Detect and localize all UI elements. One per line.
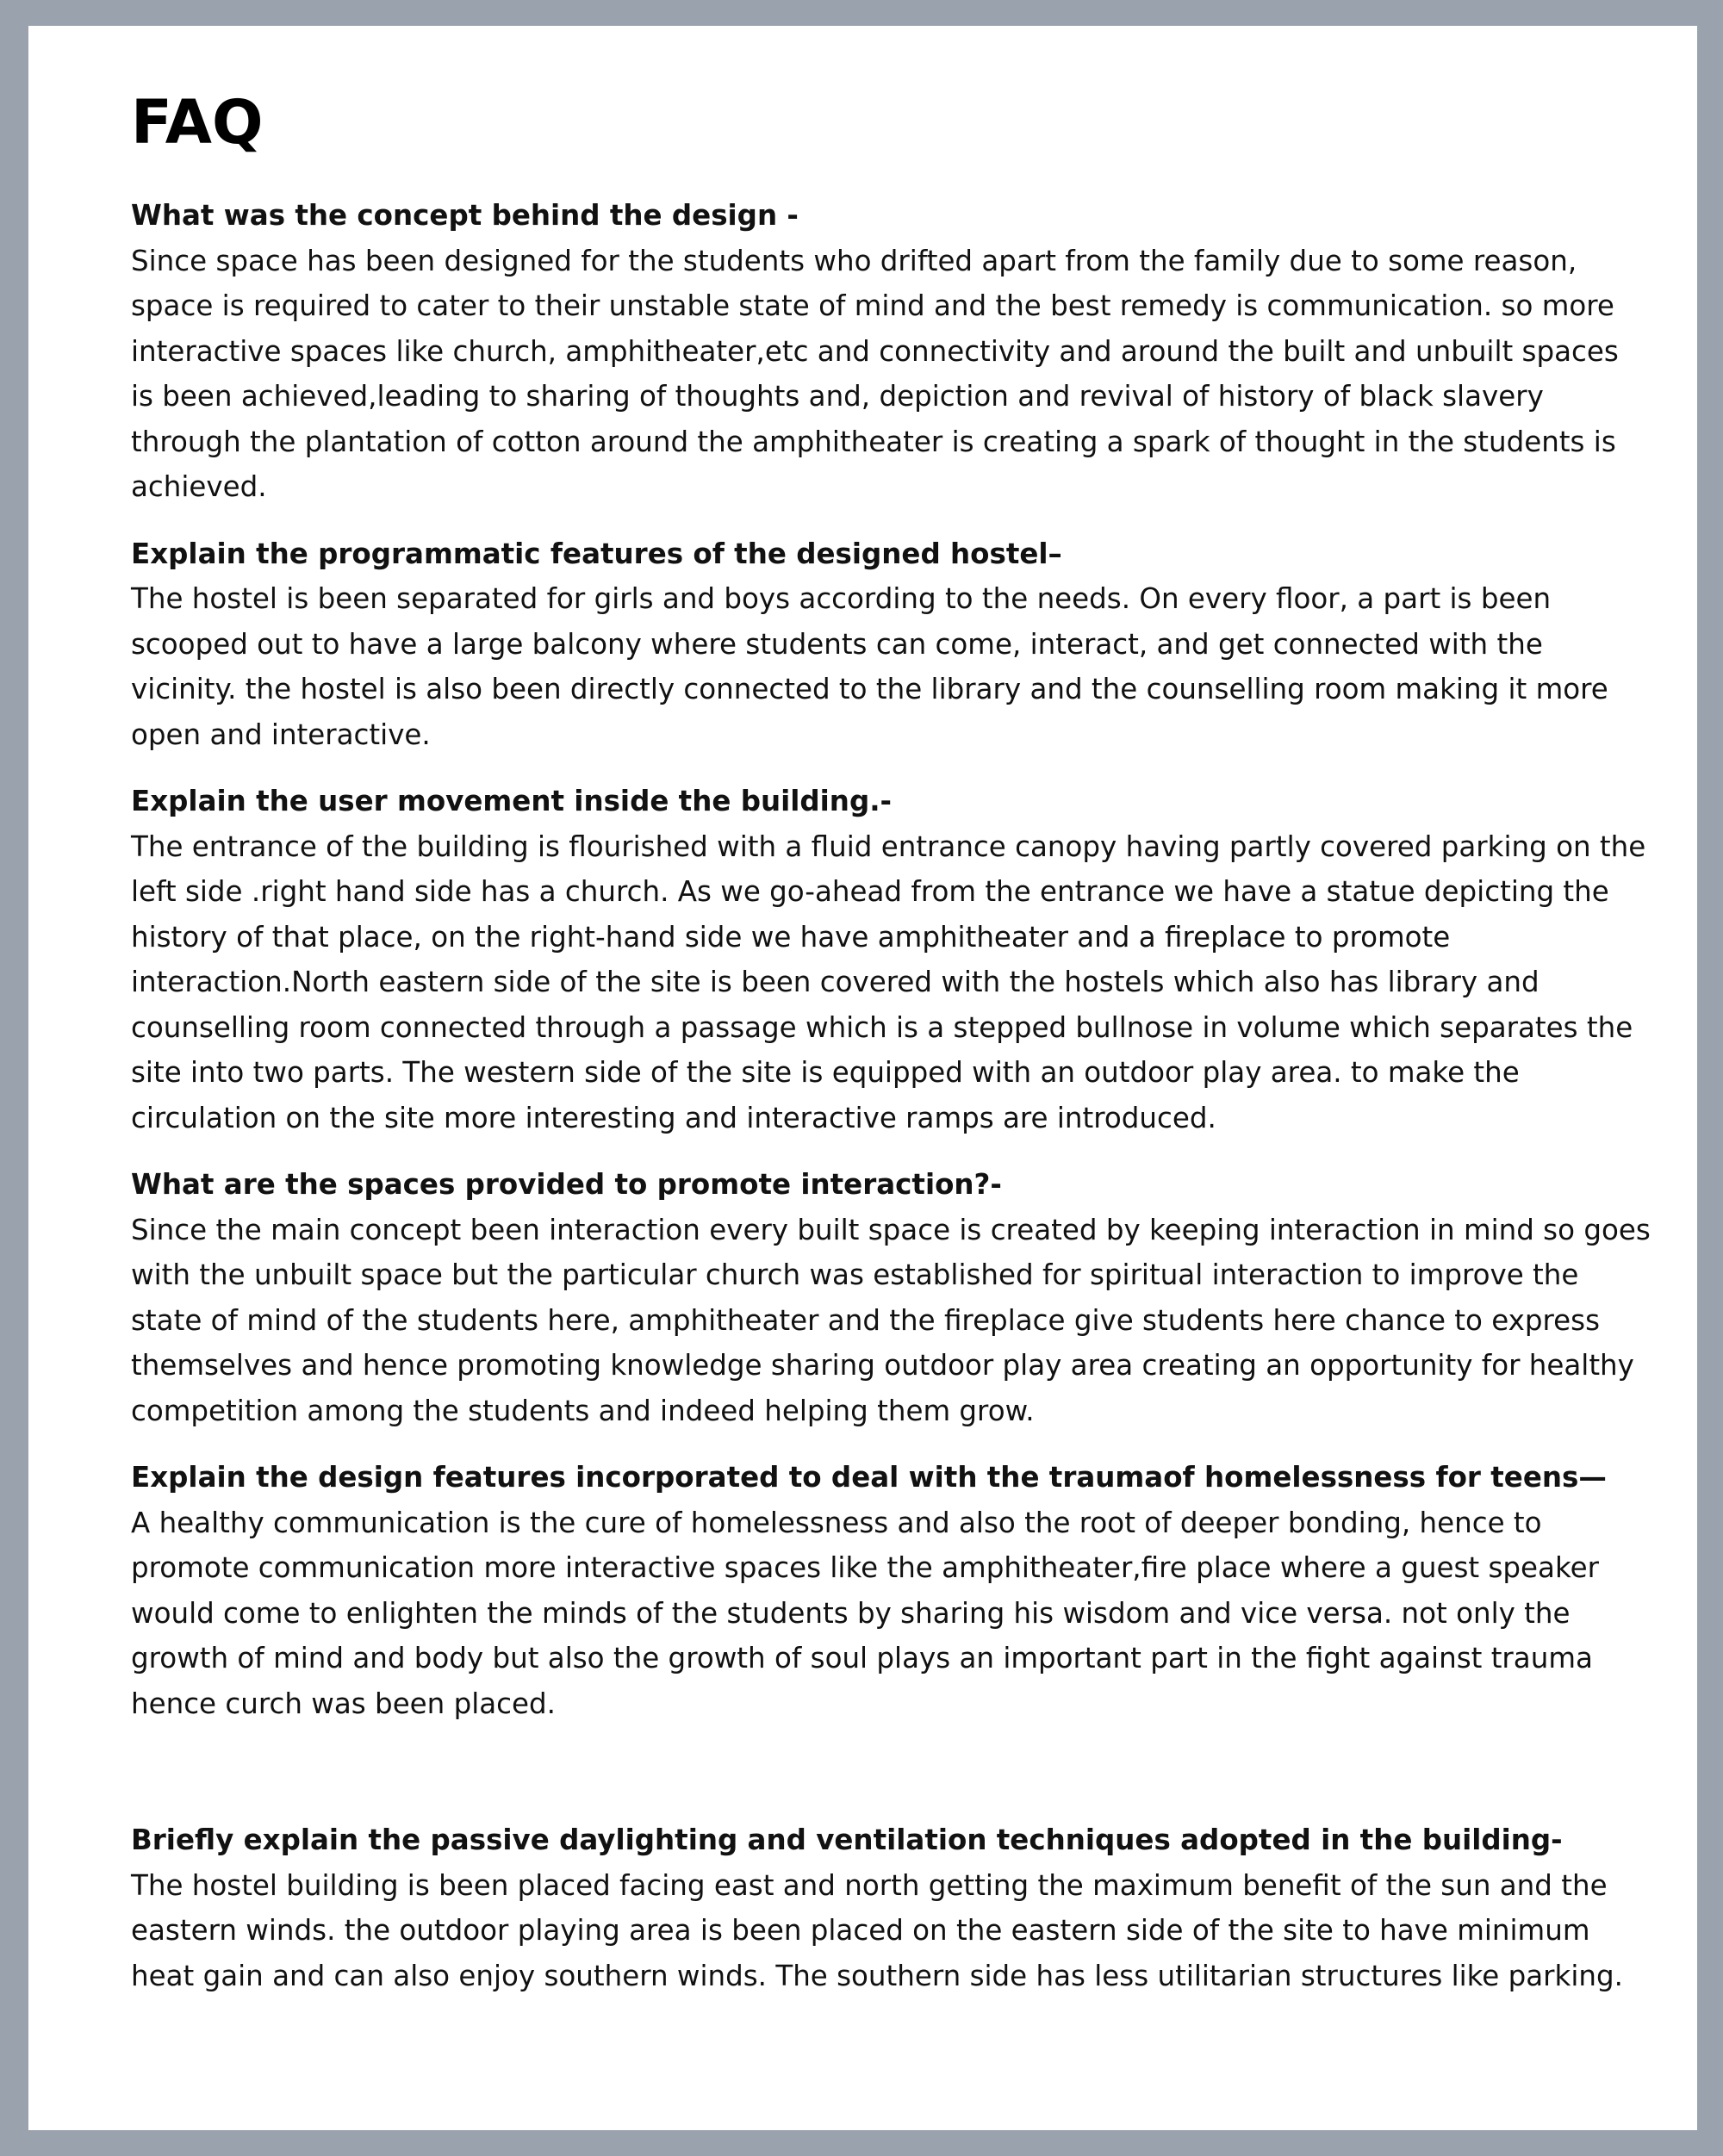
faq-answer-line: counselling room connected through a passage which is a stepped bullnose in volume which separates the: [131, 1010, 1633, 1044]
faq-answer: [131, 1501, 1628, 1727]
faq-question: Explain the programmatic features of the designed hostel–: [131, 537, 1062, 570]
page-title: FAQ: [131, 87, 264, 158]
faq-answer-line: scooped out to have a large balcony where students can come, interact, and get connected with the: [131, 627, 1543, 661]
faq-answer-line: through the plantation of cotton around the amphitheater is creating a spark of thought in the students is: [131, 425, 1616, 458]
faq-answer-line: promote communication more interactive spaces like the amphitheater,fire place where a guest speaker: [131, 1551, 1599, 1584]
faq-answer: [131, 1863, 1628, 1999]
faq-spacer: [131, 1433, 1628, 1455]
faq-answer-line: interactive spaces like church, amphitheater,etc and connectivity and around the built and unbuilt spaces: [131, 334, 1619, 368]
faq-spacer: [131, 510, 1628, 531]
faq-question: Explain the design features incorporated to deal with the traumaof homelessness for teens—: [131, 1461, 1607, 1494]
faq-answer-line: vicinity. the hostel is also been directly connected to the library and the counselling room making it more: [131, 673, 1608, 705]
faq-item: [131, 531, 1628, 758]
faq-answer-line: eastern winds. the outdoor playing area is been placed on the eastern side of the site to have minimum: [131, 1914, 1590, 1947]
faq-item: [131, 1817, 1628, 1998]
faq-answer-line: circulation on the site more interesting and interactive ramps are introduced.: [131, 1101, 1216, 1134]
faq-answer-line: is been achieved,leading to sharing of thoughts and, depiction and revival of history of black slavery: [131, 380, 1544, 413]
faq-answer-line: A healthy communication is the cure of homelessness and also the root of deeper bonding, hence to: [131, 1506, 1542, 1539]
faq-item: [131, 1162, 1651, 1433]
faq-spacer: [131, 1726, 1628, 1817]
faq-item: [131, 779, 1646, 1140]
faq-answer-line: history of that place, on the right-hand side we have amphitheater and a fireplace to promote: [131, 920, 1451, 954]
faq-question: Explain the user movement inside the building.-: [131, 785, 893, 817]
faq-answer-line: The hostel is been separated for girls and boys according to the needs. On every floor, a part is been: [131, 582, 1552, 615]
faq-item: [131, 193, 1628, 510]
faq-answer-line: heat gain and can also enjoy southern winds. The southern side has less utilitarian structures like parking.: [131, 1959, 1623, 1992]
faq-answer-line: growth of mind and body but also the growth of soul plays an important part in the fight against trauma: [131, 1642, 1593, 1674]
faq-list: [131, 193, 1651, 1998]
faq-answer-line: would come to enlighten the minds of the students by sharing his wisdom and vice versa. not only the: [131, 1596, 1571, 1630]
faq-answer-line: Since space has been designed for the students who drifted apart from the family due to some reason,: [131, 244, 1577, 277]
faq-answer: [131, 576, 1628, 757]
faq-answer-line: left side .right hand side has a church. As we go-ahead from the entrance we have a statue depicting the: [131, 875, 1609, 908]
faq-spacer: [131, 757, 1628, 779]
faq-answer-line: open and interactive.: [131, 718, 431, 751]
faq-question: What are the spaces provided to promote interaction?-: [131, 1168, 1002, 1201]
document-page: [28, 26, 1697, 2130]
faq-answer-line: state of mind of the students here, amphitheater and the fireplace give students here chance to express: [131, 1303, 1601, 1337]
faq-answer-line: The entrance of the building is flourished with a fluid entrance canopy having partly covered parking on the: [131, 829, 1646, 863]
faq-spacer: [131, 1140, 1628, 1162]
faq-answer-line: with the unbuilt space but the particular church was established for spiritual interaction to improve the: [131, 1258, 1579, 1291]
faq-answer-line: Since the main concept been interaction every built space is created by keeping interaction in mind so goes: [131, 1213, 1651, 1246]
faq-answer-line: The hostel building is been placed facing east and north getting the maximum benefit of the sun and the: [131, 1868, 1608, 1902]
faq-answer: [131, 239, 1628, 510]
faq-question: Briefly explain the passive daylighting and ventilation techniques adopted in the building-: [131, 1824, 1563, 1856]
faq-answer-line: hence curch was been placed.: [131, 1687, 557, 1720]
faq-answer: [131, 824, 1646, 1141]
faq-question: What was the concept behind the design -: [131, 199, 799, 232]
faq-answer: [131, 1208, 1651, 1434]
faq-item: [131, 1455, 1628, 1726]
faq-answer-line: interaction.North eastern side of the site is been covered with the hostels which also has library and: [131, 966, 1540, 998]
faq-answer-line: site into two parts. The western side of the site is equipped with an outdoor play area. to make the: [131, 1056, 1520, 1089]
faq-answer-line: competition among the students and indeed helping them grow.: [131, 1394, 1035, 1427]
faq-answer-line: themselves and hence promoting knowledge sharing outdoor play area creating an opportunity for healthy: [131, 1349, 1634, 1382]
faq-answer-line: space is required to cater to their unstable state of mind and the best remedy is communication. so more: [131, 289, 1614, 322]
faq-answer-line: achieved.: [131, 470, 267, 503]
